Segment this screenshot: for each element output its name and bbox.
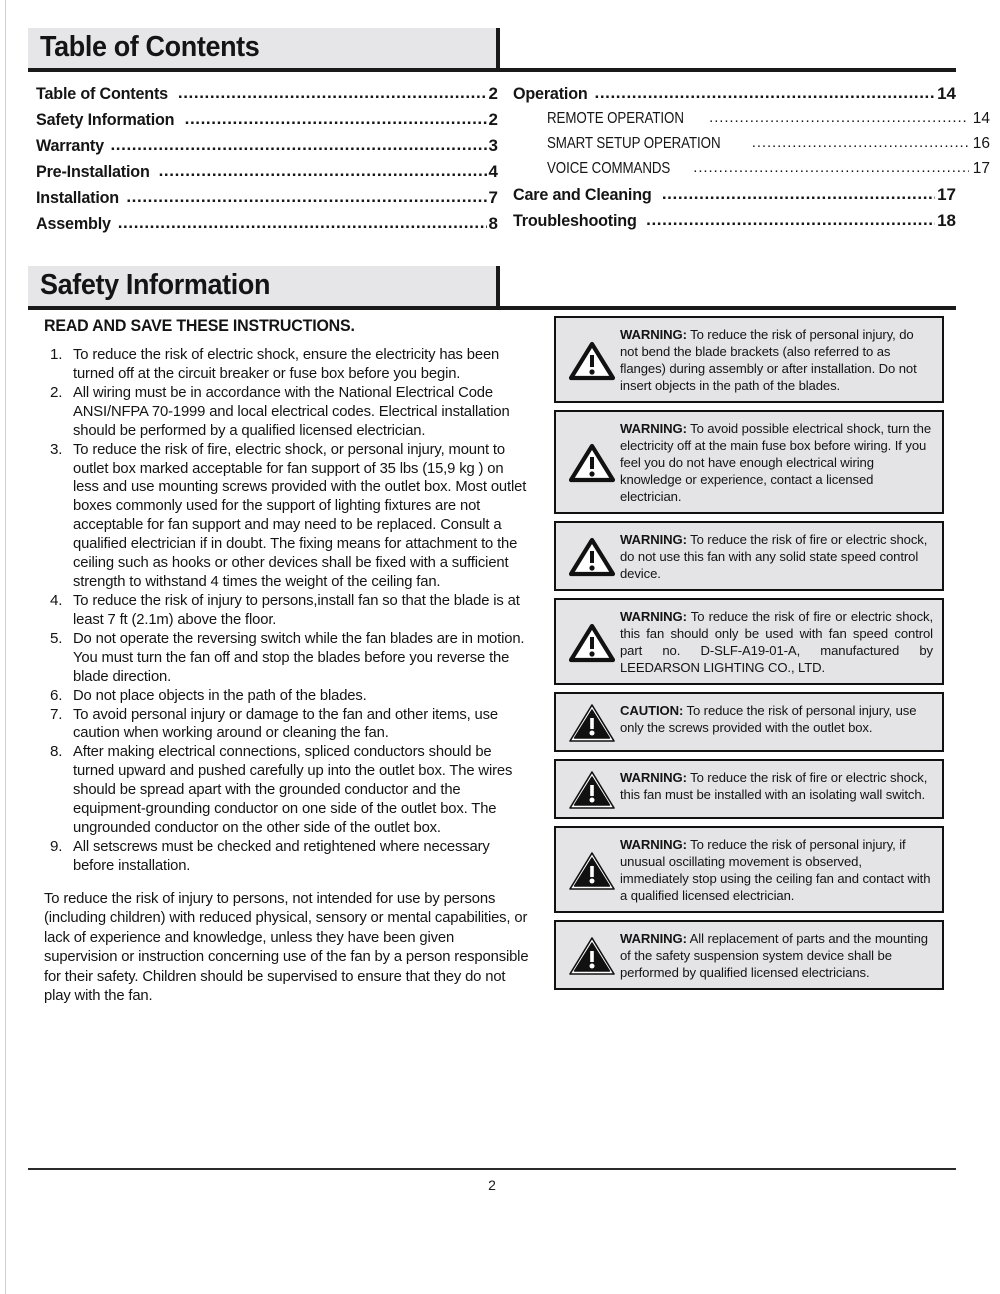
toc-column-left xyxy=(36,84,498,240)
toc-entry-page: 14 xyxy=(937,84,956,103)
list-item-text: To reduce the risk of injury to persons,install fan so that the blade is at least 7 ft (2.1m) above the floor. xyxy=(73,591,520,628)
toc-subentry[interactable] xyxy=(513,160,990,178)
warning-triangle-outline-icon xyxy=(564,535,620,577)
safety-list-item xyxy=(44,743,542,838)
warning-lead: WARNING: xyxy=(620,770,687,786)
page-footer xyxy=(28,1168,956,1193)
toc-subentry[interactable] xyxy=(513,135,990,153)
toc-entry-page: 7 xyxy=(488,188,498,207)
toc-entry-page: 2 xyxy=(488,110,498,129)
toc-column-right xyxy=(513,84,990,237)
toc-entry-label: VOICE COMMANDS xyxy=(547,160,671,177)
toc-entry[interactable] xyxy=(513,211,956,231)
toc-entry-page: 8 xyxy=(488,214,498,233)
list-item-text: To reduce the risk of fire, electric shock, or personal injury, mount to outlet box marked acceptable for fan support of 35 lbs (15,9 kg ) on less and use mounting screws provided with the outlet box. Most outlet boxes commonly used for the support of lighting fixtures are not acceptable for fan support and may need to be replaced. Consult a qualified electrician if in doubt. The fixing means for attachment to the ceiling such as hooks or other devices shall be fixed with a sufficient strength to withstand 4 times the weight of the ceiling fan. xyxy=(73,440,527,591)
safety-numbered-list xyxy=(44,346,542,876)
warning-box xyxy=(554,521,944,591)
toc-entry-label: Troubleshooting xyxy=(513,211,637,230)
toc-leader-dots xyxy=(178,83,487,99)
table-of-contents xyxy=(0,84,1000,254)
toc-entry[interactable] xyxy=(513,84,956,104)
toc-entry-label: REMOTE OPERATION xyxy=(547,110,684,127)
warning-box xyxy=(554,826,944,913)
section-header-table-of-contents xyxy=(28,28,956,72)
warning-body: To avoid possible electrical shock, turn the electricity off at the main fuse box before wiring. If you feel you do not have enough electrical wiring knowledge or experience, contact a licensed electrician. xyxy=(620,421,932,505)
toc-entry-label: SMART SETUP OPERATION xyxy=(547,135,721,152)
warning-lead: WARNING: xyxy=(620,609,687,625)
list-item-number: 6. xyxy=(50,686,63,704)
warning-box xyxy=(554,920,944,990)
toc-entry-page: 18 xyxy=(937,211,956,230)
list-item-text: After making electrical connections, spliced conductors should be turned upward and pushed carefully up into the outlet box. The wires should be spread apart with the grounded conductor and the equipment-grounding conductor on one side of the outlet box. The ungrounded conductor on the other side of the outlet box. xyxy=(73,743,513,837)
toc-entry-label: Safety Information xyxy=(36,110,175,129)
list-item-number: 7. xyxy=(50,705,63,723)
warning-text xyxy=(620,607,933,676)
section-header-block xyxy=(28,266,500,306)
read-and-save-heading: READ AND SAVE THESE INSTRUCTIONS. xyxy=(44,316,355,335)
safety-closing-paragraph: To reduce the risk of injury to persons, not intended for use by persons (including children) with reduced physical, sensory or mental capabilities, or lack of experience and knowledge, unless they have been given supervision or instruction concerning use of the fan by a person responsible for their safety. Children should be supervised to ensure that they do not play with the fan. xyxy=(44,889,529,1005)
warning-lead: WARNING: xyxy=(620,532,687,548)
page-number: 2 xyxy=(488,1177,496,1193)
toc-entry[interactable] xyxy=(513,185,956,205)
toc-leader-dots xyxy=(752,134,969,150)
warning-triangle-filled-icon xyxy=(564,934,620,976)
toc-entry-label: Care and Cleaning xyxy=(513,185,652,204)
list-item-text: To reduce the risk of electric shock, ensure the electricity has been turned off at the circuit breaker or fuse box before you begin. xyxy=(73,346,500,382)
page-title: Table of Contents xyxy=(40,31,260,63)
caution-triangle-filled-icon xyxy=(564,701,620,743)
safety-list-item xyxy=(44,706,542,744)
safety-list-item xyxy=(44,592,542,630)
toc-leader-dots xyxy=(110,135,486,151)
toc-entry[interactable] xyxy=(36,110,498,130)
list-item-text: All wiring must be in accordance with the National Electrical Code ANSI/NFPA 70-1999 and local electrical codes. Electrical installation should be performed by a qualified licensed electrician. xyxy=(73,383,510,439)
warning-body: To reduce the risk of personal injury, do not bend the blade brackets (also referred to as flanges) during assembly or after installation. Do not insert objects in the path of the blades. xyxy=(620,327,917,394)
warning-text xyxy=(620,929,933,981)
warning-lead: WARNING: xyxy=(620,931,687,947)
safety-list-item xyxy=(44,346,542,384)
toc-entry[interactable] xyxy=(36,162,498,182)
safety-list-item xyxy=(44,630,542,687)
list-item-number: 3. xyxy=(50,440,63,458)
list-item-text: Do not place objects in the path of the blades. xyxy=(73,686,367,704)
warning-text xyxy=(620,835,933,904)
warning-box xyxy=(554,759,944,819)
safety-list-item xyxy=(44,384,542,441)
toc-leader-dots xyxy=(646,210,935,226)
toc-leader-dots xyxy=(709,109,969,125)
warning-text xyxy=(620,530,933,582)
safety-list-item xyxy=(44,838,542,876)
toc-entry[interactable] xyxy=(36,188,498,208)
warning-triangle-filled-icon xyxy=(564,849,620,891)
warning-body: To reduce the risk of personal injury, use only the screws provided with the outlet box. xyxy=(620,703,917,736)
safety-list-item xyxy=(44,687,542,706)
section-header-safety-information xyxy=(28,266,956,310)
warning-triangle-outline-icon xyxy=(564,621,620,663)
warning-body: All replacement of parts and the mounting of the safety suspension system device shall be performed by qualified licensed electricians. xyxy=(620,931,928,981)
warning-body: To reduce the risk of personal injury, if unusual oscillating movement is observed, immediately stop using the ceiling fan and contact with a qualified licensed electrician. xyxy=(620,837,931,904)
toc-entry[interactable] xyxy=(36,136,498,156)
warning-triangle-filled-icon xyxy=(564,768,620,810)
toc-leader-dots xyxy=(595,83,936,99)
list-item-number: 1. xyxy=(50,346,63,363)
toc-entry-page: 17 xyxy=(972,160,990,177)
toc-subentry[interactable] xyxy=(513,110,990,128)
toc-entry-label: Table of Contents xyxy=(36,84,168,103)
list-item-text: To avoid personal injury or damage to the fan and other items, use caution when working around or cleaning the fan. xyxy=(73,705,498,742)
list-item-number: 9. xyxy=(50,837,63,855)
toc-entry-page: 16 xyxy=(972,135,990,152)
warning-text xyxy=(620,419,933,505)
warning-text xyxy=(620,701,933,736)
toc-entry[interactable] xyxy=(36,84,498,104)
toc-leader-dots xyxy=(662,184,935,200)
toc-entry-label: Operation xyxy=(513,84,588,103)
toc-leader-dots xyxy=(126,187,486,203)
warning-lead: WARNING: xyxy=(620,421,687,437)
toc-entry-label: Installation xyxy=(36,188,119,207)
warning-body: To reduce the risk of fire or electric shock, this fan should only be used with fan speed control part no. D-SLF-A19-01-A, manufactured by LEEDARSON LIGHTING CO., LTD. xyxy=(620,609,933,676)
warning-box xyxy=(554,410,944,514)
toc-leader-dots xyxy=(693,159,968,175)
warning-lead: WARNING: xyxy=(620,327,687,342)
toc-entry[interactable] xyxy=(36,214,498,234)
safety-instructions-column xyxy=(44,316,542,1006)
warning-boxes-column xyxy=(554,316,944,997)
safety-list-item xyxy=(44,441,542,592)
list-item-number: 4. xyxy=(50,591,63,609)
section-title: Safety Information xyxy=(40,269,271,301)
toc-entry-page: 2 xyxy=(488,84,498,103)
toc-leader-dots xyxy=(118,213,487,229)
toc-entry-page: 14 xyxy=(972,110,990,127)
toc-entry-label: Pre-Installation xyxy=(36,162,150,181)
warning-body: To reduce the risk of fire or electric shock, this fan must be installed with an isolating wall switch. xyxy=(620,770,928,803)
warning-text xyxy=(620,768,933,803)
warning-box xyxy=(554,598,944,685)
toc-leader-dots xyxy=(159,161,487,177)
warning-triangle-outline-icon xyxy=(564,339,620,381)
list-item-number: 8. xyxy=(50,743,63,761)
toc-entry-page: 17 xyxy=(937,185,956,204)
toc-entry-page: 3 xyxy=(488,136,498,155)
warning-triangle-outline-icon xyxy=(564,441,620,483)
list-item-text: All setscrews must be checked and retightened where necessary before installation. xyxy=(73,837,490,874)
warning-box xyxy=(554,316,944,403)
toc-leader-dots xyxy=(185,109,487,125)
list-item-number: 5. xyxy=(50,629,63,647)
caution-box xyxy=(554,692,944,752)
list-item-number: 2. xyxy=(50,383,63,401)
caution-lead: CAUTION: xyxy=(620,703,684,719)
toc-entry-label: Assembly xyxy=(36,214,111,233)
warning-text xyxy=(620,325,933,394)
warning-lead: WARNING: xyxy=(620,837,687,853)
section-header-block xyxy=(28,28,500,68)
toc-entry-page: 4 xyxy=(488,162,498,181)
warning-body: To reduce the risk of fire or electric shock, do not use this fan with any solid state speed control device. xyxy=(620,532,928,582)
list-item-text: Do not operate the reversing switch while the fan blades are in motion. You must turn the fan off and stop the blades before you reverse the blade direction. xyxy=(73,629,525,685)
toc-entry-label: Warranty xyxy=(36,136,104,155)
